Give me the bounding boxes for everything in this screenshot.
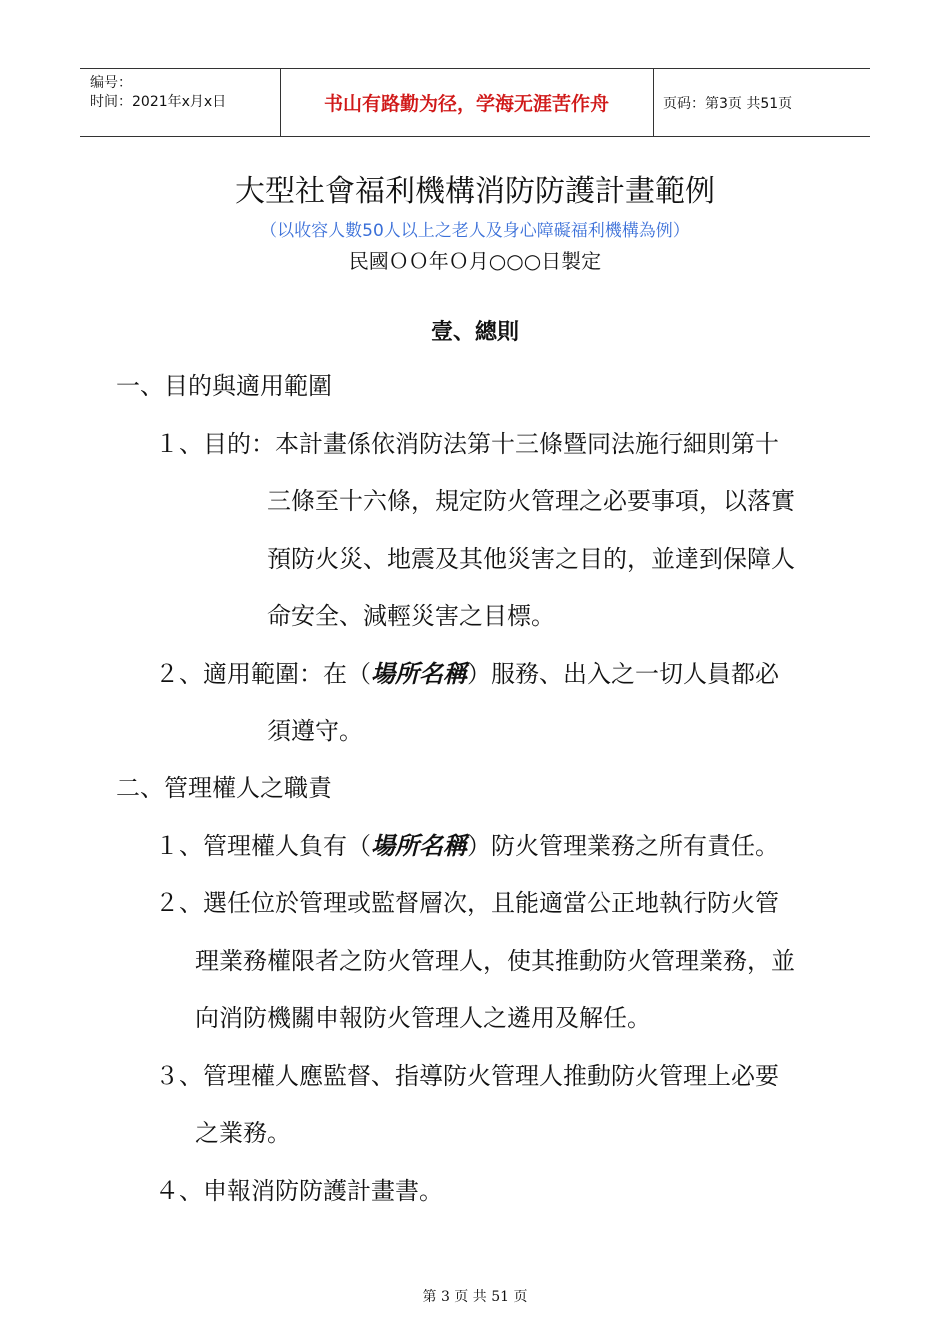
- part2-item2-line1: ２、選任位於管理或監督層次，且能適當公正地執行防火管: [155, 889, 779, 917]
- part1-heading: 一、目的與適用範圍: [116, 372, 332, 400]
- part2-item2-line2: 理業務權限者之防火管理人，使其推動防火管理業務，並: [195, 947, 795, 975]
- part1-item2-line1: [155, 659, 779, 689]
- part2-item3-line2: 之業務。: [195, 1119, 291, 1147]
- header-meta: [80, 69, 280, 136]
- item-prefix: ２、適用範圍：在（: [155, 660, 371, 688]
- part1-item1-line2: 三條至十六條，規定防火管理之必要事項，以落實: [267, 487, 795, 515]
- header-slogan: 书山有路勤为径，学海无涯苦作舟: [323, 93, 609, 115]
- part2-heading: 二、管理權人之職責: [116, 774, 332, 802]
- item-suffix: ）服務、出入之一切人員都必: [467, 660, 779, 688]
- page-footer: 第 3 页 共 51 页: [422, 1289, 528, 1305]
- header-divider: [653, 69, 654, 136]
- item-prefix: １、管理權人負有（: [155, 832, 371, 860]
- item-suffix: ）防火管理業務之所有責任。: [467, 832, 779, 860]
- part2-item4: ４、申報消防防護計畫書。: [155, 1177, 443, 1205]
- placeholder-venue-name: 場所名稱: [371, 831, 467, 860]
- document-date: 民國ＯＯ年Ｏ月○○○日製定: [348, 249, 602, 273]
- number-label: 编号：: [90, 75, 132, 91]
- part1-item2-line2: 須遵守。: [267, 717, 363, 745]
- header-page-info: 页码：第3页 共51页: [663, 95, 793, 112]
- document-header: [80, 68, 870, 137]
- part1-item1-line1: １、目的：本計畫係依消防法第十三條暨同法施行細則第十: [155, 430, 779, 458]
- document-subtitle: （以收容人數50人以上之老人及身心障礙福利機構為例）: [260, 221, 690, 241]
- part1-item1-line3: 預防火災、地震及其他災害之目的，並達到保障人: [267, 545, 795, 573]
- part2-item1: [155, 831, 779, 861]
- part2-item3-line1: ３、管理權人應監督、指導防火管理人推動防火管理上必要: [155, 1062, 779, 1090]
- section-heading: 壹、總則: [430, 319, 519, 345]
- part1-item1-line4: 命安全、減輕災害之目標。: [267, 602, 555, 630]
- document-title: 大型社會福利機構消防防護計畫範例: [235, 174, 715, 209]
- placeholder-venue-name: 場所名稱: [371, 659, 467, 688]
- part2-item2-line3: 向消防機關申報防火管理人之遴用及解任。: [195, 1004, 651, 1032]
- time-label: 时间：2021年x月x日: [90, 94, 227, 110]
